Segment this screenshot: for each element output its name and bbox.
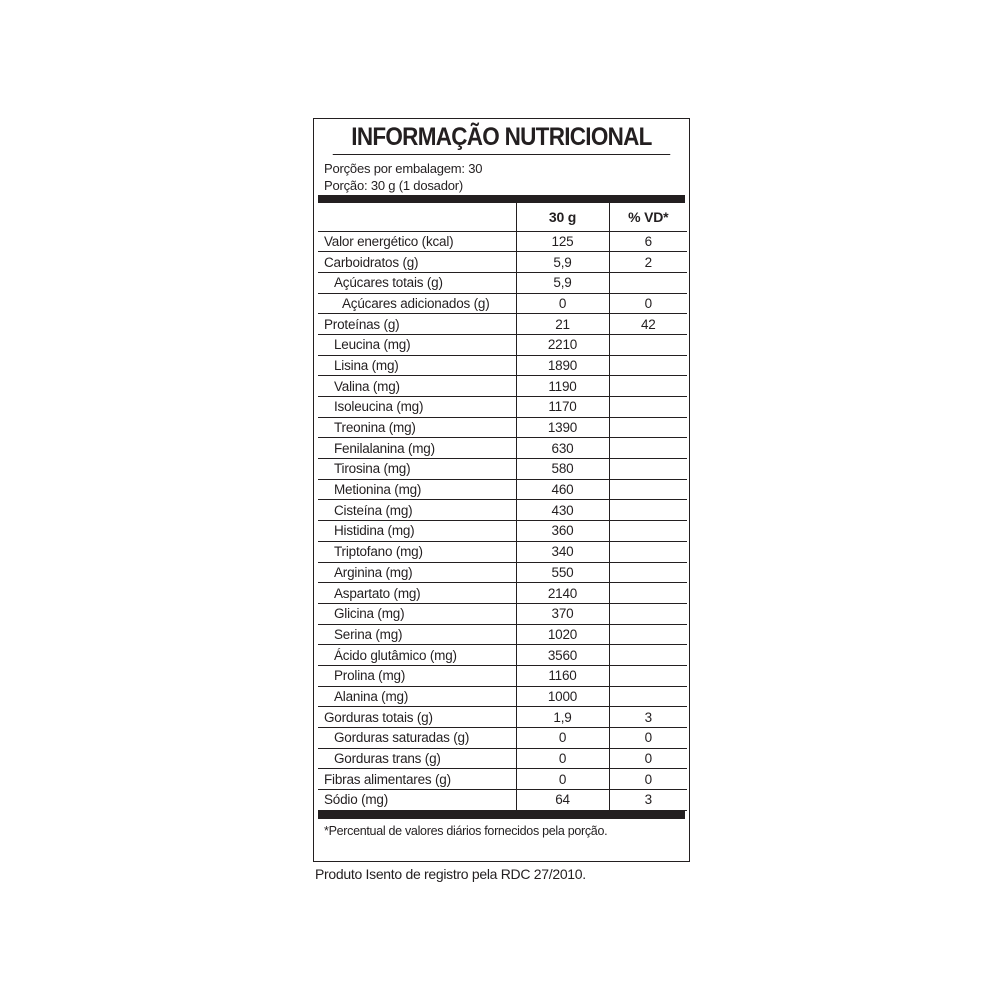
nutrient-amount: 125 bbox=[516, 231, 609, 252]
nutrient-amount: 370 bbox=[516, 603, 609, 624]
nutrient-daily-value bbox=[609, 334, 687, 355]
nutrient-amount: 1890 bbox=[516, 355, 609, 376]
nutrient-label: Isoleucina (mg) bbox=[318, 397, 516, 418]
nutrient-label: Fenilalanina (mg) bbox=[318, 438, 516, 459]
nutrient-amount: 21 bbox=[516, 314, 609, 335]
table-row bbox=[318, 252, 687, 273]
nutrient-daily-value bbox=[609, 355, 687, 376]
table-row bbox=[318, 376, 687, 397]
nutrient-label: Metionina (mg) bbox=[318, 479, 516, 500]
nutrient-amount: 2210 bbox=[516, 334, 609, 355]
table-row bbox=[318, 334, 687, 355]
nutrient-amount: 64 bbox=[516, 790, 609, 811]
nutrient-label: Proteínas (g) bbox=[318, 314, 516, 335]
nutrient-amount: 5,9 bbox=[516, 252, 609, 273]
nutrition-table bbox=[318, 203, 687, 811]
nutrient-daily-value: 42 bbox=[609, 314, 687, 335]
nutrient-label: Açúcares totais (g) bbox=[318, 272, 516, 293]
table-row bbox=[318, 769, 687, 790]
header-blank-cell bbox=[318, 203, 516, 231]
nutrient-label: Cisteína (mg) bbox=[318, 500, 516, 521]
nutrient-daily-value: 0 bbox=[609, 769, 687, 790]
nutrient-daily-value bbox=[609, 397, 687, 418]
nutrient-label: Triptofano (mg) bbox=[318, 541, 516, 562]
nutrient-daily-value bbox=[609, 479, 687, 500]
nutrient-label: Fibras alimentares (g) bbox=[318, 769, 516, 790]
header-amount: 30 g bbox=[516, 203, 609, 231]
table-row bbox=[318, 438, 687, 459]
nutrient-label: Gorduras trans (g) bbox=[318, 748, 516, 769]
table-row bbox=[318, 272, 687, 293]
table-row bbox=[318, 707, 687, 728]
nutrient-amount: 1160 bbox=[516, 665, 609, 686]
table-row bbox=[318, 231, 687, 252]
nutrient-label: Valina (mg) bbox=[318, 376, 516, 397]
nutrient-amount: 460 bbox=[516, 479, 609, 500]
nutrient-amount: 1000 bbox=[516, 686, 609, 707]
table-row bbox=[318, 562, 687, 583]
table-row bbox=[318, 314, 687, 335]
nutrient-daily-value bbox=[609, 562, 687, 583]
nutrient-daily-value: 0 bbox=[609, 293, 687, 314]
table-row bbox=[318, 417, 687, 438]
nutrient-daily-value bbox=[609, 500, 687, 521]
table-row bbox=[318, 686, 687, 707]
serving-info bbox=[314, 155, 689, 195]
table-row bbox=[318, 500, 687, 521]
table-header-row bbox=[318, 203, 687, 231]
table-row bbox=[318, 293, 687, 314]
nutrient-amount: 0 bbox=[516, 728, 609, 749]
nutrient-amount: 1390 bbox=[516, 417, 609, 438]
serving-size: Porção: 30 g (1 dosador) bbox=[324, 178, 464, 193]
nutrient-daily-value: 6 bbox=[609, 231, 687, 252]
table-row bbox=[318, 459, 687, 480]
nutrient-daily-value: 3 bbox=[609, 790, 687, 811]
nutrient-label: Valor energético (kcal) bbox=[318, 231, 516, 252]
nutrition-facts-panel bbox=[313, 118, 690, 862]
nutrient-daily-value bbox=[609, 541, 687, 562]
table-row bbox=[318, 355, 687, 376]
nutrient-label: Treonina (mg) bbox=[318, 417, 516, 438]
nutrient-daily-value bbox=[609, 459, 687, 480]
nutrient-daily-value bbox=[609, 665, 687, 686]
nutrient-daily-value bbox=[609, 438, 687, 459]
nutrient-label: Aspartato (mg) bbox=[318, 583, 516, 604]
nutrient-daily-value bbox=[609, 624, 687, 645]
nutrient-daily-value: 0 bbox=[609, 748, 687, 769]
nutrient-daily-value bbox=[609, 603, 687, 624]
nutrient-amount: 580 bbox=[516, 459, 609, 480]
nutrient-label: Carboidratos (g) bbox=[318, 252, 516, 273]
nutrient-label: Histidina (mg) bbox=[318, 521, 516, 542]
nutrient-daily-value: 2 bbox=[609, 252, 687, 273]
nutrient-amount: 1190 bbox=[516, 376, 609, 397]
nutrient-amount: 550 bbox=[516, 562, 609, 583]
nutrient-label: Prolina (mg) bbox=[318, 665, 516, 686]
nutrient-label: Ácido glutâmico (mg) bbox=[318, 645, 516, 666]
table-row bbox=[318, 748, 687, 769]
daily-value-footnote: *Percentual de valores diários fornecidos pela porção. bbox=[324, 823, 608, 838]
nutrient-label: Arginina (mg) bbox=[318, 562, 516, 583]
nutrient-label: Açúcares adicionados (g) bbox=[318, 293, 516, 314]
nutrient-amount: 3560 bbox=[516, 645, 609, 666]
table-row bbox=[318, 603, 687, 624]
table-row bbox=[318, 583, 687, 604]
panel-title: INFORMAÇÃO NUTRICIONAL bbox=[333, 119, 671, 155]
table-row bbox=[318, 397, 687, 418]
table-row bbox=[318, 790, 687, 811]
nutrient-label: Lisina (mg) bbox=[318, 355, 516, 376]
nutrient-amount: 430 bbox=[516, 500, 609, 521]
nutrient-label: Sódio (mg) bbox=[318, 790, 516, 811]
nutrient-amount: 2140 bbox=[516, 583, 609, 604]
nutrient-label: Gorduras saturadas (g) bbox=[318, 728, 516, 749]
table-row bbox=[318, 665, 687, 686]
servings-per-package: Porções por embalagem: 30 bbox=[324, 161, 483, 176]
header-daily-value: % VD* bbox=[609, 203, 687, 231]
nutrient-daily-value bbox=[609, 272, 687, 293]
top-divider-bar bbox=[318, 195, 685, 203]
table-row bbox=[318, 645, 687, 666]
nutrient-daily-value bbox=[609, 686, 687, 707]
table-row bbox=[318, 521, 687, 542]
table-row bbox=[318, 541, 687, 562]
nutrient-label: Alanina (mg) bbox=[318, 686, 516, 707]
nutrient-daily-value bbox=[609, 521, 687, 542]
nutrient-amount: 1020 bbox=[516, 624, 609, 645]
nutrient-daily-value: 3 bbox=[609, 707, 687, 728]
nutrient-amount: 630 bbox=[516, 438, 609, 459]
nutrient-label: Serina (mg) bbox=[318, 624, 516, 645]
nutrient-daily-value bbox=[609, 376, 687, 397]
bottom-divider-bar bbox=[318, 811, 685, 819]
nutrient-amount: 0 bbox=[516, 748, 609, 769]
nutrient-amount: 1,9 bbox=[516, 707, 609, 728]
nutrient-amount: 0 bbox=[516, 769, 609, 790]
nutrient-amount: 0 bbox=[516, 293, 609, 314]
table-row bbox=[318, 728, 687, 749]
nutrient-label: Glicina (mg) bbox=[318, 603, 516, 624]
nutrient-amount: 1170 bbox=[516, 397, 609, 418]
nutrient-daily-value bbox=[609, 645, 687, 666]
table-row bbox=[318, 479, 687, 500]
registration-note: Produto Isento de registro pela RDC 27/2010. bbox=[315, 866, 586, 882]
nutrient-label: Tirosina (mg) bbox=[318, 459, 516, 480]
nutrient-label: Leucina (mg) bbox=[318, 334, 516, 355]
nutrient-amount: 340 bbox=[516, 541, 609, 562]
table-row bbox=[318, 624, 687, 645]
nutrient-daily-value: 0 bbox=[609, 728, 687, 749]
nutrient-amount: 5,9 bbox=[516, 272, 609, 293]
nutrient-amount: 360 bbox=[516, 521, 609, 542]
nutrient-daily-value bbox=[609, 583, 687, 604]
nutrient-label: Gorduras totais (g) bbox=[318, 707, 516, 728]
nutrient-daily-value bbox=[609, 417, 687, 438]
